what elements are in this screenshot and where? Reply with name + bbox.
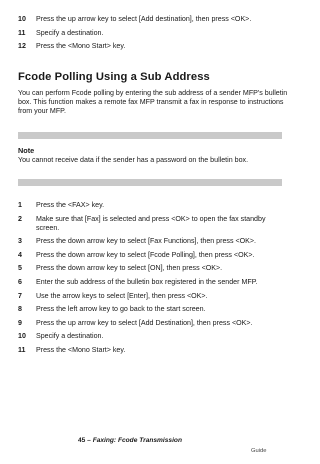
- step-item: [18, 251, 294, 260]
- step-number: 2: [18, 214, 22, 223]
- step-item: [18, 237, 294, 246]
- step-number: 6: [18, 277, 22, 286]
- step-number: 7: [18, 291, 22, 300]
- step-text: Press the up arrow key to select [Add Destination], then press <OK>.: [36, 318, 253, 327]
- step-number: 10: [18, 15, 26, 23]
- section-intro: You can perform Fcode polling by entering the sub address of a sender MFP's bulletin box. This function makes a remote fax MFP transmit a fax in response to instructions from your MFP.: [18, 89, 288, 115]
- step-item: [18, 305, 294, 314]
- step-item: [18, 346, 294, 355]
- step-item: [18, 264, 294, 273]
- step-text: Enter the sub address of the bulletin box registered in the sender MFP.: [36, 277, 258, 286]
- step-text: Press the down arrow key to select [Fax Functions], then press <OK>.: [36, 237, 257, 246]
- step-item: [18, 29, 294, 38]
- step-number: 1: [18, 201, 22, 209]
- note-top-rule: [18, 132, 282, 139]
- step-text: Press the <Mono Start> key.: [36, 345, 126, 354]
- step-item: [18, 292, 294, 301]
- step-item: [18, 42, 294, 51]
- step-item: [18, 215, 294, 233]
- step-number: 12: [18, 42, 26, 51]
- step-item: [18, 332, 294, 341]
- continued-steps-list: [18, 15, 294, 56]
- step-text: Press the down arrow key to select [ON], then press <OK>.: [36, 264, 223, 273]
- step-number: 8: [18, 305, 22, 314]
- step-text: Press the <Mono Start> key.: [36, 42, 126, 51]
- step-number: 11: [18, 28, 26, 37]
- step-item: [18, 319, 294, 328]
- step-number: 11: [18, 345, 26, 354]
- footer-chapter: Faxing: Fcode Transmission: [92, 437, 182, 444]
- note-title: Note: [18, 146, 35, 155]
- page-footer: [78, 437, 182, 444]
- step-number: 5: [18, 264, 22, 273]
- step-text: Press the up arrow key to select [Add destination], then press <OK>.: [36, 15, 252, 23]
- step-number: 3: [18, 237, 22, 246]
- footer-guide-label: Guide: [251, 448, 267, 454]
- step-text: Press the down arrow key to select [Fcode Polling], then press <OK>.: [36, 250, 255, 259]
- step-text: Use the arrow keys to select [Enter], then press <OK>.: [36, 291, 208, 300]
- step-item: [18, 278, 294, 287]
- step-item: [18, 201, 294, 210]
- note-text: You cannot receive data if the sender has a password on the bulletin box.: [18, 156, 249, 164]
- step-number: 9: [18, 318, 22, 327]
- section-heading: Fcode Polling Using a Sub Address: [18, 71, 210, 83]
- step-item: [18, 15, 294, 24]
- footer-separator: –: [85, 437, 93, 444]
- note-bottom-rule: [18, 179, 282, 186]
- footer-page-number: 45: [78, 437, 86, 444]
- step-text: Make sure that [Fax] is selected and press <OK> to open the fax standby screen.: [36, 214, 266, 232]
- step-number: 10: [18, 332, 26, 341]
- step-text: Specify a destination.: [36, 28, 104, 37]
- procedure-steps-list: [18, 201, 294, 360]
- step-text: Press the left arrow key to go back to the start screen.: [36, 305, 206, 314]
- step-number: 4: [18, 250, 22, 259]
- step-text: Specify a destination.: [36, 332, 104, 341]
- step-text: Press the <FAX> key.: [36, 201, 105, 209]
